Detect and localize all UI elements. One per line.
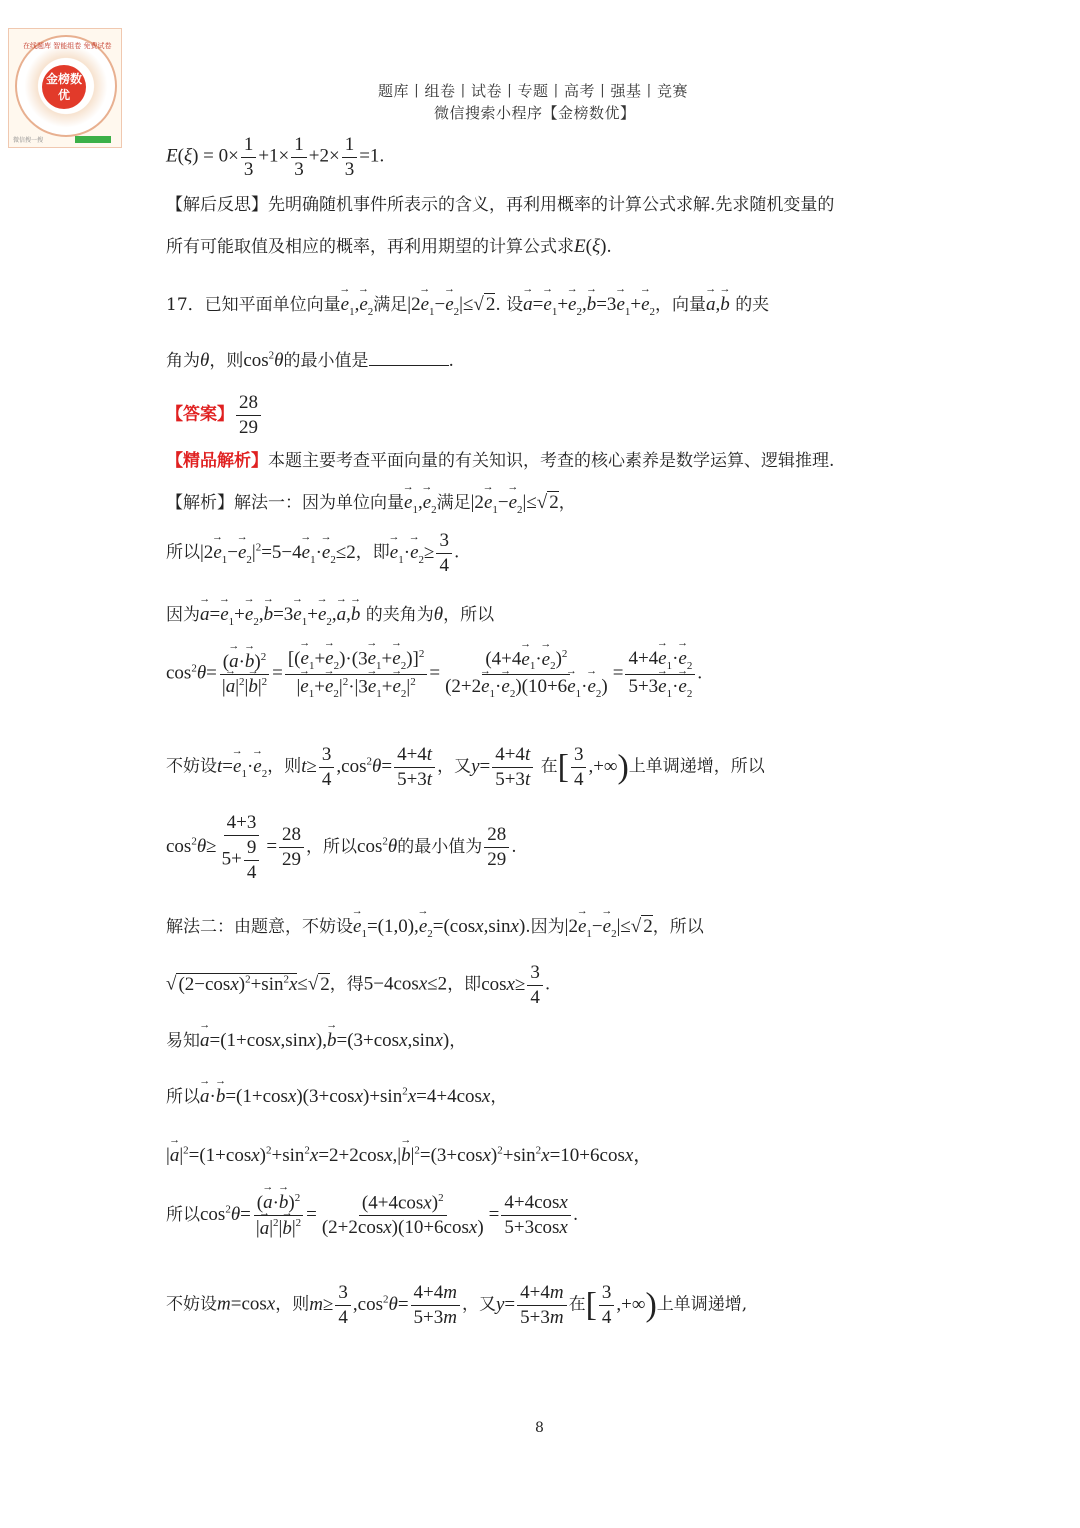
header-nav: 题库丨组卷丨试卷丨专题丨高考丨强基丨竞赛 xyxy=(378,82,689,100)
analysis-line: 【精品解析】本题主要考查平面向量的有关知识，考查的核心素养是数学运算、逻辑推理. xyxy=(166,451,835,471)
header-mini: 微信搜索小程序【金榜数优】 xyxy=(434,104,636,122)
let-t-line: 不妨设$t=\to e_1\cdot\to e_2$，则t≥ $\frac{3}{4}$ $,\cos^2\theta=$ $\frac{4+4t}{5+3t}$ ，又y= $\frac{4+4t}{5+3t}$ 在[ $\frac{3}{4}$ ,+∞)上单调递增，所以 xyxy=(166,744,765,791)
method2-line-4: 所以→ $a\cdot\to b=(1+\cos x)(3+\cos x)+\sin^2x=4+4\cos x$， xyxy=(166,1082,507,1108)
question-17-line-2: 角为θ，则$\cos^2\theta$的最小值是 . xyxy=(166,349,454,371)
solution-line-2: 所以$|2\to e_1-\to e_2|^2=5-4\to e_1\cdot\to e_2\le 2$，即→ $e_1\cdot\to e_2\ge$ $\frac{3}{4}$ . xyxy=(166,530,459,577)
logo-foot-text: 微信搜一搜 xyxy=(13,137,44,144)
cos-formula-line: $\cos^2\theta=$ $\frac{(\to a\cdot\to b)^2}{|\to a|^2|\to b|^2}$ = $\frac{[(\to e_1+\to e_2)\cdot(3\to e_1+\to e_2)]^2}{|\to e_1+\to e_2|^2\cdot|3\to e_1+\to e_2|^2}$ = $\frac{(4+4\to e_1\cdot\to e_2)^2}{(2+2\to e_1\cdot\to e_2)(10+6\to e_1\cdot\to e_2)}$ = $\frac{4+4\to e_1\cdot\to e_2}{5+3\to e_1\cdot\to e_2}$ . xyxy=(166,648,702,701)
method2-line-2: √ $(2-\cos x)^2+\sin^2x\le√$ 2，得5−4cosx≤2，即cosx≥ $\frac{3}{4}$ . xyxy=(166,962,551,1008)
logo-seal: 金榜数优 xyxy=(42,65,86,109)
method2-line-1: 解法二：由题意，不妨设→ $e_1=(1,0),\to e_2=(\cos x,\sin x)$.因为$|2\to e_1-\to e_2|\le√$ 2，所以 xyxy=(166,912,704,940)
let-m-line: 不妨设m=cosx，则m≥ $\frac{3}{4}$ $,\cos^2\theta=$ $\frac{4+4m}{5+3m}$ ，又y= $\frac{4+4m}{5+3m}$ 在[ $\frac{3}{4}$ ,+∞)上单调递增, xyxy=(166,1282,748,1328)
qr-logo xyxy=(8,28,122,148)
min-line: $\cos^2\theta\ge$ 4+3 5+ $\frac{9}{4}$ = $\frac{28}{29}$ ，所以$\cos^2\theta$的最小值为 $\frac{28}{29}$ . xyxy=(166,812,517,883)
solution-line-1: 【解析】解法一：因为单位向量→ $e_1,\to e_2$满足$|2\to e_1-\to e_2|\le√$ 2， xyxy=(166,488,576,516)
method2-line-6: 所以$\cos^2\theta=$ $\frac{(\to a\cdot\to b)^2}{|\to a|^2|\to b|^2}$ = $\frac{(4+4\cos x)^2}{(2+2\cos x)(10+6\cos x)}$ = $\frac{4+4\cos x}{5+3\cos x}$ . xyxy=(166,1192,578,1239)
method2-line-3: 易知→ a=(1+cosx,sinx),→ b=(3+cosx,sinx)， xyxy=(166,1026,466,1052)
logo-green-tag xyxy=(75,136,111,143)
question-17-line-1: 17．已知平面单位向量→ $e_1,\to e_2$满足$|2\to e_1-\to e_2|\le√$ 2. 设→ $a=\to e_1+\to e_2,\to b=3\to e_1+\to e_2$，向量→ a,→ b 的夹 xyxy=(166,290,769,318)
reflection-line-1: 【解后反思】先明确随机事件所表示的含义，再利用概率的计算公式求解.先求随机变量的 xyxy=(166,195,835,215)
method2-line-5: |→ $a|^2=(1+\cos x)^2+\sin^2x=2+2\cos x,|\to b|^2=(3+\cos x)^2+\sin^2x=10+6\cos x$， xyxy=(166,1140,652,1167)
answer-line: 【答案】 $\frac{28}{29}$ xyxy=(166,392,263,439)
expectation-line: E(ξ) = 0× $\frac{1}{3}$ +1× $\frac{1}{3}$ +2× $\frac{1}{3}$ =1. xyxy=(166,134,385,180)
solution-line-3: 因为→ $a=\to e_1+\to e_2,\to b=3\to e_1+\to e_2,\to a,\to b$ 的夹角为θ，所以 xyxy=(166,600,494,628)
logo-arc-text: 在线题库 智能组卷 免费试卷 xyxy=(23,42,112,50)
reflection-line-2: 所有可能取值及相应的概率，再利用期望的计算公式求E(ξ). xyxy=(166,236,612,257)
page-number: 8 xyxy=(535,1420,544,1436)
